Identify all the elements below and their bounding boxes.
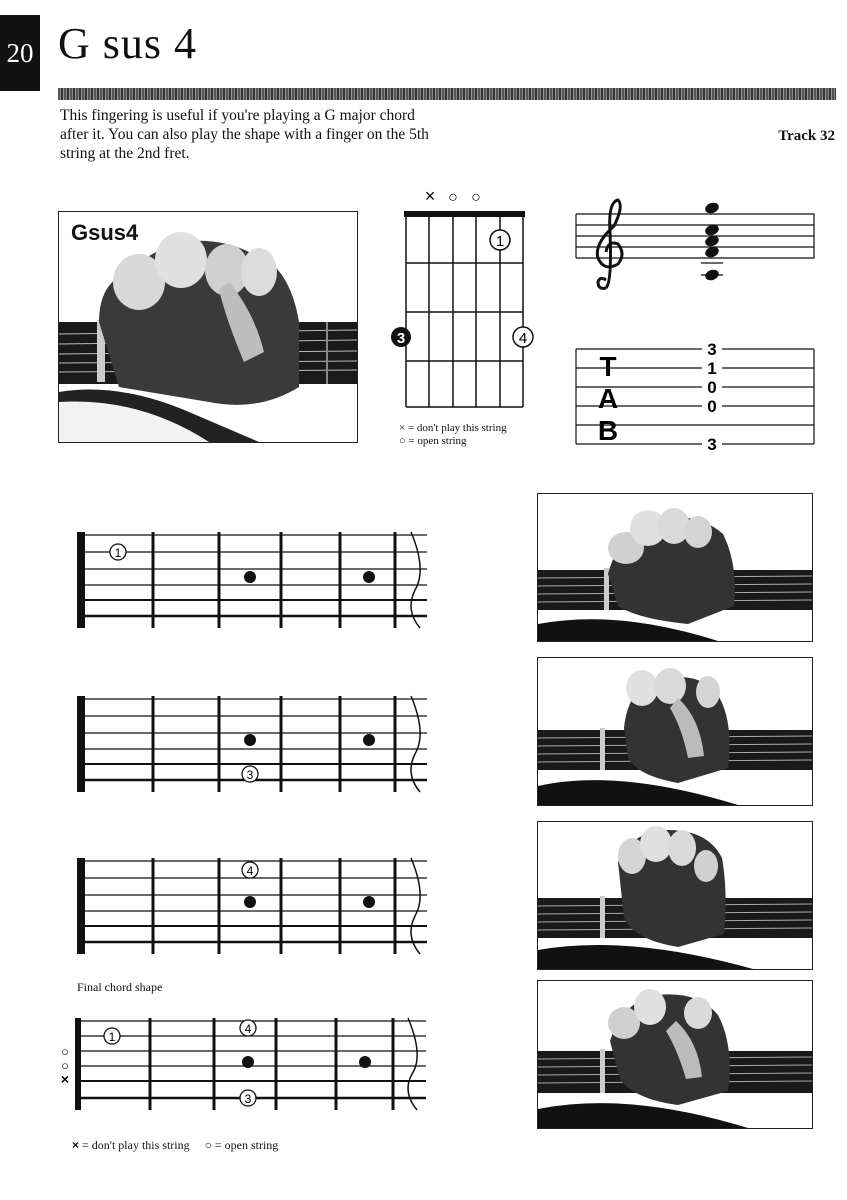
legend-open: ○ = open string bbox=[399, 435, 467, 447]
track-label: Track 32 bbox=[778, 128, 835, 144]
tab-letter-a: A bbox=[597, 383, 619, 414]
step-photo-3 bbox=[537, 821, 813, 970]
chord-box-legend bbox=[399, 422, 507, 448]
photo-chord-label: Gsus4 bbox=[71, 220, 139, 245]
tab-number: 0 bbox=[707, 397, 717, 416]
chord-photo bbox=[58, 211, 358, 443]
string-mark-open: ○ bbox=[61, 1058, 69, 1073]
page-number: 20 bbox=[0, 15, 40, 91]
finger-number-3: 3 bbox=[244, 1092, 252, 1106]
hand-photo-image bbox=[538, 494, 812, 641]
string-mark-mute: × bbox=[60, 1071, 70, 1087]
open-symbol: ○ bbox=[204, 1138, 212, 1152]
hand-photo-image bbox=[538, 822, 812, 969]
fretboard-step-2 bbox=[75, 694, 435, 794]
mute-text: = don't play this string bbox=[82, 1138, 190, 1152]
page-title: G sus 4 bbox=[58, 19, 198, 68]
finger-number-1: 1 bbox=[495, 233, 505, 250]
finger-number-1: 1 bbox=[114, 546, 122, 560]
mute-symbol: × bbox=[72, 1138, 80, 1152]
treble-clef-icon bbox=[597, 200, 622, 288]
finger-number-4: 4 bbox=[518, 330, 528, 347]
chord-box-frets bbox=[406, 263, 523, 407]
fretboard-step-4 bbox=[58, 1016, 438, 1112]
hand-photo-image bbox=[59, 212, 357, 442]
step-photo-4 bbox=[537, 980, 813, 1129]
tab-number: 0 bbox=[707, 378, 717, 397]
finger-number-4: 4 bbox=[246, 864, 254, 878]
intro-text: This fingering is useful if you're playing a G major chord after it. You can also play the shape with a finger on the 5th string at the 2nd fret. bbox=[60, 107, 429, 162]
tab-number: 3 bbox=[707, 340, 717, 359]
finger-number-3: 3 bbox=[396, 330, 406, 347]
finger-number-4: 4 bbox=[244, 1022, 252, 1036]
chord-box-diagram bbox=[390, 185, 545, 410]
notation-staff bbox=[574, 192, 816, 312]
hand-photo-image bbox=[538, 981, 812, 1128]
fretboard-step-1 bbox=[75, 530, 435, 630]
tab-number: 1 bbox=[707, 359, 717, 378]
tab-staff bbox=[574, 340, 816, 458]
chord-notes bbox=[704, 201, 721, 282]
finger-number-1: 1 bbox=[108, 1030, 116, 1044]
hand-photo-image bbox=[538, 658, 812, 805]
tab-letter-t: T bbox=[599, 351, 617, 382]
step-photo-1 bbox=[537, 493, 813, 642]
string-mark-open: ○ bbox=[61, 1044, 69, 1059]
string-marker-mute: × bbox=[424, 186, 436, 206]
step-photo-2 bbox=[537, 657, 813, 806]
open-text: = open string bbox=[214, 1138, 279, 1152]
bottom-legend bbox=[72, 1138, 278, 1153]
nut bbox=[404, 211, 525, 217]
finger-number-3: 3 bbox=[246, 768, 254, 782]
legend-mute: × = don't play this string bbox=[399, 422, 507, 434]
string-marker-open: ○ bbox=[471, 189, 481, 206]
final-caption: Final chord shape bbox=[77, 980, 163, 994]
header-rule bbox=[58, 88, 836, 100]
string-marker-open: ○ bbox=[448, 189, 458, 206]
fretboard-step-3 bbox=[75, 856, 435, 956]
tab-letter-b: B bbox=[597, 415, 619, 446]
tab-number: 3 bbox=[707, 435, 717, 454]
